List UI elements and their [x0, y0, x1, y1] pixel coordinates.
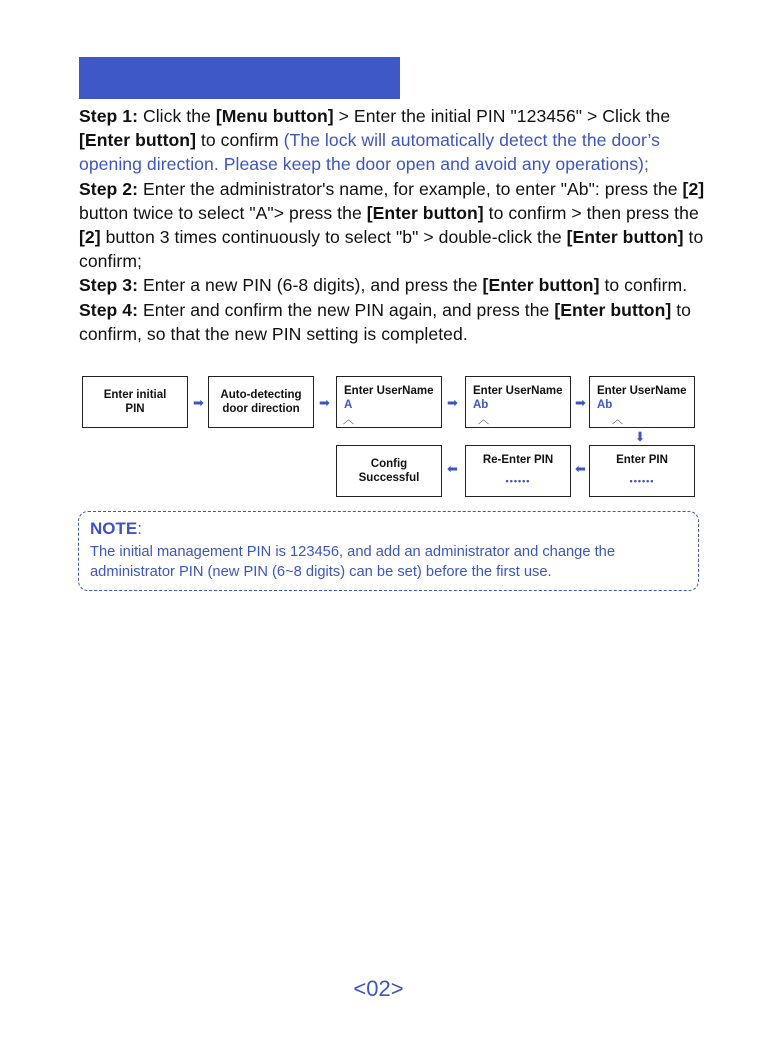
arrow-right-icon: ➡ [447, 395, 458, 410]
flow-enter-username-ab: Enter UserName Ab ︿ [465, 376, 571, 428]
instructions [79, 104, 719, 346]
arrow-down-icon: ➡ [632, 431, 648, 442]
step-3: Step 3: Enter a new PIN (6-8 digits), and press the [Enter button] to confirm. [79, 275, 688, 296]
arrow-right-icon: ➡ [575, 395, 586, 410]
cursor-icon: ︿ [478, 414, 489, 426]
step-2: Step 2: Enter the administrator's name, for example, to enter "Ab": press the [2] button twice to select "A"> press the [Enter button] to confirm > then press the [2] button 3 times continuously to select "b" > double-click the [Enter button] to confirm; [79, 178, 705, 272]
flow-enter-username-a: Enter UserName A ︿ [336, 376, 442, 428]
pin-mask: •••••• [505, 476, 531, 486]
note-title: NOTE: [90, 519, 142, 538]
cursor-icon: ︿ [612, 414, 623, 426]
section-title-bar [79, 57, 400, 99]
arrow-left-icon: ➡ [447, 461, 458, 476]
flow-enter-pin: Enter PIN •••••• [589, 445, 695, 497]
page-number: <02> [353, 976, 404, 1001]
flow-enter-initial-pin: Enter initial PIN [82, 376, 188, 428]
flow-config-successful: Config Successful [336, 445, 442, 497]
arrow-left-icon: ➡ [575, 461, 586, 476]
note-text: The initial management PIN is 123456, and add an administrator and change the administrator PIN (new PIN (6~8 digits) can be set) before the first use. [90, 544, 616, 580]
flow-reenter-pin: Re-Enter PIN •••••• [465, 445, 571, 497]
flow-auto-detecting: Auto-detecting door direction [208, 376, 314, 428]
flow-enter-username-ab-confirm: Enter UserName Ab ︿ [589, 376, 695, 428]
cursor-icon: ︿ [343, 414, 354, 426]
note-box [78, 511, 699, 591]
step-4: Step 4: Enter and confirm the new PIN again, and press the [Enter button] to confirm, so that the new PIN setting is completed. [79, 299, 692, 344]
arrow-right-icon: ➡ [193, 395, 204, 410]
arrow-right-icon: ➡ [319, 395, 330, 410]
step-1: Step 1: Click the [Menu button] > Enter the initial PIN "123456" > Click the [Enter button] to confirm (The lock will automatically detect the the door’s opening direction. Please keep the door open and avoid any operations); [79, 106, 671, 175]
pin-mask: •••••• [629, 476, 655, 486]
